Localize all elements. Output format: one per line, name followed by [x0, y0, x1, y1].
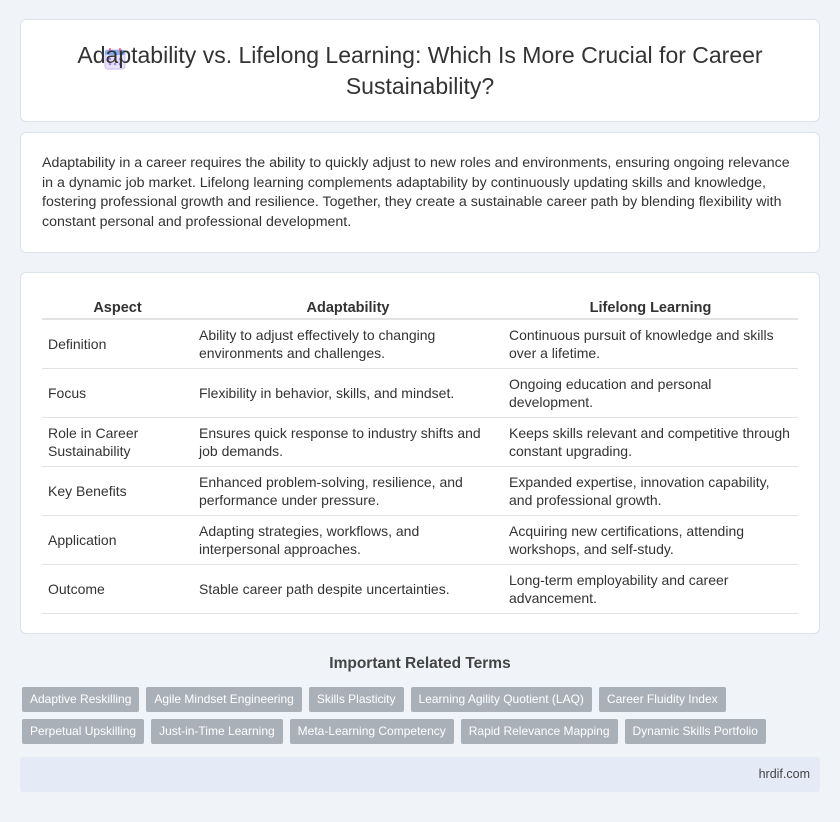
tag-just-in-time-learning[interactable]: Just-in-Time Learning [151, 719, 283, 744]
row-lifelong-learning: Expanded expertise, innovation capability, and professional growth. [503, 467, 798, 516]
table-row [42, 467, 798, 516]
tag-row [22, 719, 822, 744]
header-card [20, 19, 820, 122]
page-title: Adaptability vs. Lifelong Learning: Which Is More Crucial for Career Sustainability? [77, 41, 763, 99]
tag-row [22, 687, 822, 712]
tag-adaptive-reskilling[interactable]: Adaptive Reskilling [22, 687, 139, 712]
table-row [42, 516, 798, 565]
tag-learning-agility-quotient[interactable]: Learning Agility Quotient (LAQ) [411, 687, 592, 712]
comparison-card [20, 272, 820, 634]
header-aspect: Aspect [42, 297, 193, 320]
table-row [42, 320, 798, 369]
table-row [42, 369, 798, 418]
comparison-table [42, 297, 798, 614]
row-aspect: Application [42, 516, 193, 565]
intro-paragraph: Adaptability in a career requires the ability to quickly adjust to new roles and environments, ensuring ongoing relevance in a dynamic job market. Lifelong learning complements adaptability by continuously updating skills and knowledge, fostering professional growth and resilience. Together, they create a sustainable career path by blending flexibility with constant personal and professional development. [42, 155, 790, 230]
row-aspect: Definition [42, 320, 193, 369]
row-aspect: Outcome [42, 565, 193, 614]
related-terms-tags [22, 687, 822, 751]
tag-skills-plasticity[interactable]: Skills Plasticity [309, 687, 404, 712]
intro-card [20, 132, 820, 253]
header-lifelong-learning: Lifelong Learning [503, 297, 798, 320]
tag-perpetual-upskilling[interactable]: Perpetual Upskilling [22, 719, 144, 744]
row-lifelong-learning: Long-term employability and career advancement. [503, 565, 798, 614]
row-lifelong-learning: Continuous pursuit of knowledge and skills over a lifetime. [503, 320, 798, 369]
tag-career-fluidity-index[interactable]: Career Fluidity Index [599, 687, 726, 712]
table-row [42, 418, 798, 467]
footer [20, 757, 820, 792]
table-header-row [42, 297, 798, 320]
row-aspect: Role in Career Sustainability [42, 418, 193, 467]
header-adaptability: Adaptability [193, 297, 503, 320]
row-lifelong-learning: Keeps skills relevant and competitive through constant upgrading. [503, 418, 798, 467]
tag-agile-mindset-engineering[interactable]: Agile Mindset Engineering [146, 687, 301, 712]
tag-rapid-relevance-mapping[interactable]: Rapid Relevance Mapping [461, 719, 618, 744]
row-lifelong-learning: Acquiring new certifications, attending workshops, and self-study. [503, 516, 798, 565]
footer-site-link[interactable]: hrdif.com [758, 767, 810, 781]
row-lifelong-learning: Ongoing education and personal development. [503, 369, 798, 418]
row-adaptability: Stable career path despite uncertainties. [193, 565, 503, 614]
row-adaptability: Ability to adjust effectively to changing environments and challenges. [193, 320, 503, 369]
tag-dynamic-skills-portfolio[interactable]: Dynamic Skills Portfolio [625, 719, 766, 744]
row-adaptability: Ensures quick response to industry shifts and job demands. [193, 418, 503, 467]
table-row [42, 565, 798, 614]
row-adaptability: Adapting strategies, workflows, and interpersonal approaches. [193, 516, 503, 565]
row-adaptability: Enhanced problem-solving, resilience, and performance under pressure. [193, 467, 503, 516]
row-aspect: Key Benefits [42, 467, 193, 516]
row-aspect: Focus [42, 369, 193, 418]
tag-meta-learning-competency[interactable]: Meta-Learning Competency [290, 719, 454, 744]
related-terms-title: Important Related Terms [329, 655, 511, 672]
row-adaptability: Flexibility in behavior, skills, and mindset. [193, 369, 503, 418]
